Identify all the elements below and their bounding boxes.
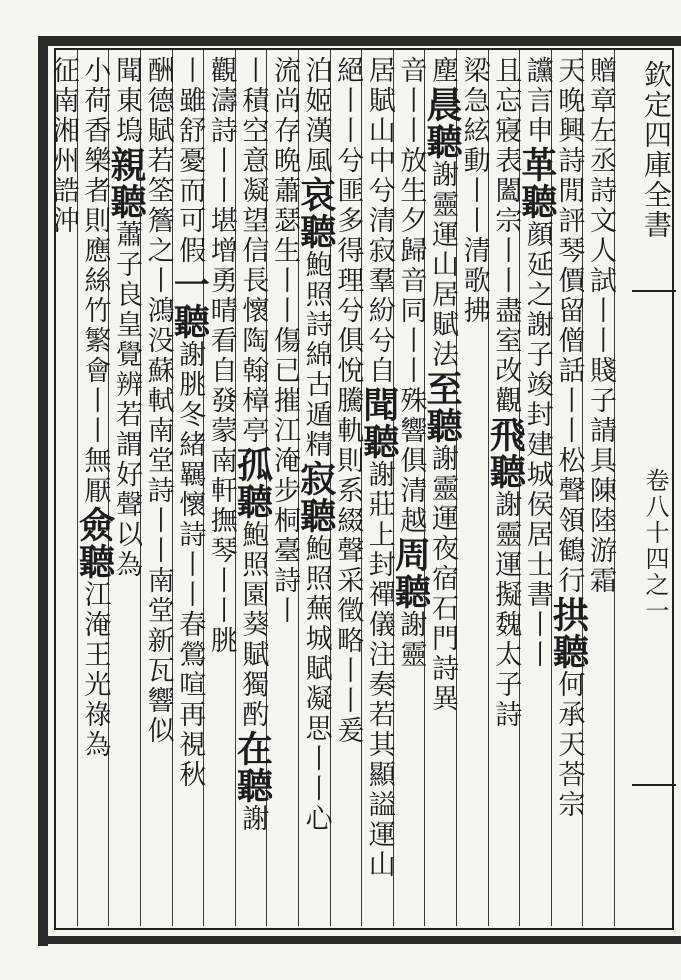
text-segment: 謝靈 xyxy=(395,610,427,670)
text-segment: 鮑照園葵賦獨酌 xyxy=(237,520,269,730)
scan-edge-bottom xyxy=(38,936,681,944)
headword: 至聽 xyxy=(421,370,463,444)
text-segment: 塵 xyxy=(427,56,458,86)
text-segment: 傷已摧江淹步桐臺詩丨 xyxy=(269,326,300,626)
headword: 哀聽 xyxy=(294,176,337,250)
text-segment: 謝靈運山居賦法 xyxy=(427,160,458,370)
headword: 周聽 xyxy=(389,536,432,610)
text-segment: 且忘寢 xyxy=(490,56,522,146)
margin-divider xyxy=(632,290,676,292)
margin-divider xyxy=(632,784,676,786)
text-segment: 酬德賦若筌簷之丨 xyxy=(142,56,174,296)
headword: 拱聽 xyxy=(547,596,590,670)
text-segment: 泊姬漢風 xyxy=(300,56,332,176)
text-segment: 鴻没蘇軾南堂詩丨丨南堂新瓦響似 xyxy=(142,296,174,746)
headword: 飛聽 xyxy=(484,416,527,490)
text-segment: 征南湘州誥沖 xyxy=(47,56,79,236)
text-segment: 謝 xyxy=(237,804,269,834)
text-segment: 梁 xyxy=(458,56,490,86)
text-column xyxy=(43,56,83,920)
text-segment: 謝朓冬緒羈懷詩丨丨春鶯喧再視秋 xyxy=(174,340,206,790)
text-segment: 江淹王光祿為 xyxy=(79,580,111,760)
text-segment: 贈章左丞詩文人試丨丨賤子請具陳陸游霜 xyxy=(585,56,616,596)
text-segment: 謝靈運夜宿石門詩異 xyxy=(427,444,458,714)
text-segment: 音丨丨放生夕歸 xyxy=(395,56,427,266)
text-segment: 音同丨丨殊響俱清越 xyxy=(395,266,427,536)
text-segment: 謝莊上封禪儀注奏若其顯謚 xyxy=(363,460,395,820)
headword: 聞聽 xyxy=(357,386,400,460)
text-segment: 丨雖舒憂而可假 xyxy=(174,56,206,266)
text-segment: 鮑照蕪城賦凝思丨丨心 xyxy=(300,534,332,834)
text-segment: 丨積空意凝望信長懷陶翰樟亭 xyxy=(237,56,269,446)
headword: 親聽 xyxy=(105,146,147,220)
text-segment: 聞東塢 xyxy=(111,56,142,146)
margin-column xyxy=(632,50,676,928)
text-segment: 急絃動丨丨清歌拂 xyxy=(458,86,490,326)
text-segment: 讜言申 xyxy=(521,56,553,146)
text-segment: 居士書丨丨 xyxy=(521,520,553,670)
text-segment: 運山 xyxy=(363,820,395,880)
text-segment: 居賦山中兮清寂羣紛兮自 xyxy=(363,56,395,386)
volume-label: 卷八十四之一 xyxy=(641,468,669,624)
text-segment: 晩蕭瑟生丨丨 xyxy=(269,146,300,326)
text-segment: 樂者則應絲竹繁會丨丨無厭 xyxy=(79,146,111,506)
text-segment: 流尚存 xyxy=(269,56,300,146)
text-segment: 觀濤詩丨丨堪增勇晴看自發蒙 xyxy=(205,56,237,446)
headword: 晨聽 xyxy=(421,86,463,160)
text-segment: 南軒撫琴丨丨 xyxy=(205,446,237,626)
scan-edge-top xyxy=(38,36,681,46)
headword: 在聽 xyxy=(231,730,274,804)
text-segment: 小荷香 xyxy=(79,56,111,146)
text-segment: 蕭子良皇覺辨若謂好聲以為 xyxy=(111,220,142,580)
text-segment: 表闔宗丨丨盡室改觀 xyxy=(490,146,522,416)
headword: 僉聽 xyxy=(73,506,116,580)
headword: 一聽 xyxy=(168,266,211,340)
text-segment: 天晚興詩閒評琴價留僧話丨丨松聲領鶴行 xyxy=(553,56,585,596)
headword: 孤聽 xyxy=(231,446,274,520)
text-segment: 何承天荅宗 xyxy=(553,670,585,820)
headword: 寂聽 xyxy=(294,460,337,534)
text-segment: 鮑照詩綿古遁精 xyxy=(300,250,332,460)
text-segment: 顔延之謝子竣封建城侯 xyxy=(521,220,553,520)
text-segment: 騰軌則系綴聲采徵略丨丨爰 xyxy=(332,386,364,746)
book-title: 欽定四庫全書 xyxy=(640,60,673,240)
text-segment: 謝靈運擬魏太子詩 xyxy=(490,490,522,730)
text-segment: 絕丨丨兮匪多得理兮俱悅 xyxy=(332,56,364,386)
text-segment: 朓 xyxy=(205,626,237,656)
headword: 革聽 xyxy=(515,146,558,220)
